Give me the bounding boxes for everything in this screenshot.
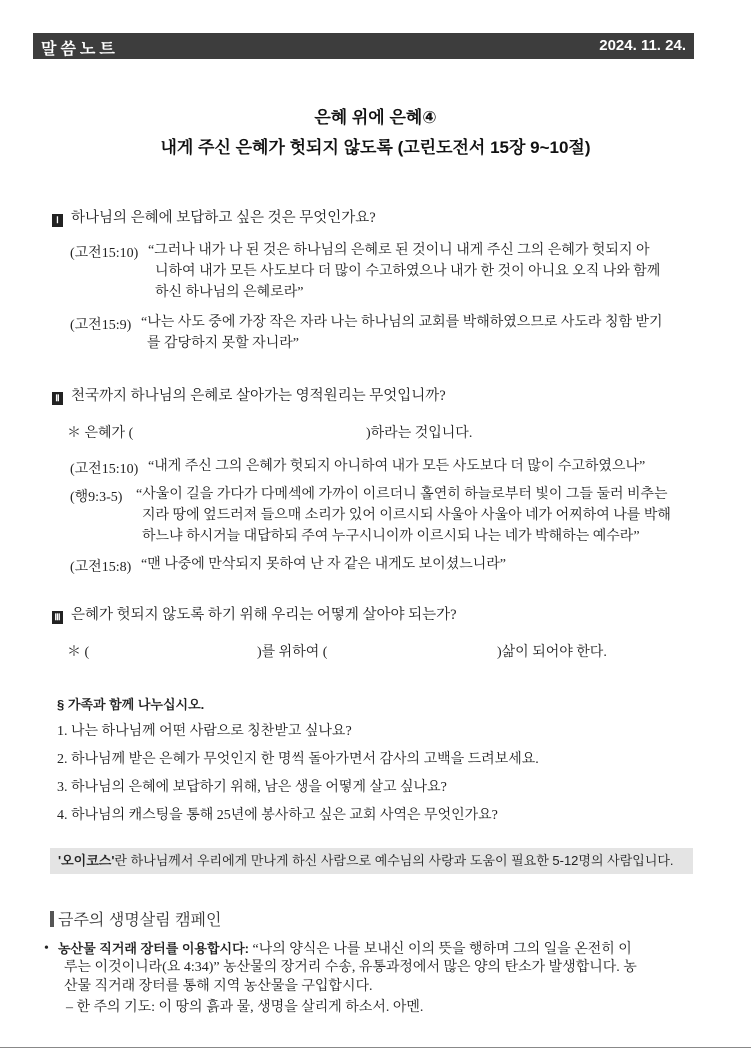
section3-question-text: 은혜가 헛되지 않도록 하기 위해 우리는 어떻게 살아야 되는가? [71,607,457,623]
campaign-line: 산물 직거래 장터를 통해 지역 농산물을 구입합시다. [64,979,373,994]
verse-line: “나는 사도 중에 가장 작은 자라 나는 하나님의 교회를 박해하였으므로 사도라 칭함 받기 [141,315,663,330]
section1-question-text: 하나님의 은혜에 보답하고 싶은 것은 무엇인가요? [71,210,376,226]
header-bar [33,33,694,59]
verse-line: 니하여 내가 모든 사도보다 더 많이 수고하였으나 내가 한 것이 아니요 오직 나와 함께 [155,264,661,279]
blank-prefix: ＊ 은혜가 ( [67,426,134,441]
section1-number: Ⅰ [52,214,63,227]
verse-ref: (고전15:8) [70,560,132,575]
campaign-heading [50,907,221,930]
header-date: 2024. 11. 24. [599,37,686,54]
verse-ref: (고전15:9) [70,318,132,333]
bottom-divider [0,1047,751,1048]
section3-number: Ⅲ [52,611,63,624]
family-question: 1. 나는 하나님께 어떤 사람으로 칭찬받고 싶나요? [57,724,352,739]
sermon-title: 내게 주신 은혜가 헛되지 않도록 (고린도전서 15장 9~10절) [160,138,591,157]
section2-number: Ⅱ [52,392,63,405]
campaign-text: “나의 양식은 나를 보내신 이의 뜻을 행하며 그의 일을 온전히 이 [252,942,632,957]
sermon-series-title: 은혜 위에 은혜④ [314,108,437,127]
verse-ref: (고전15:10) [70,462,139,477]
campaign-title: 금주의 생명살림 캠페인 [58,912,222,929]
section1-question [52,206,376,227]
campaign-prayer: – 한 주의 기도: 이 땅의 흙과 물, 생명을 살리게 하소서. 아멘. [66,1000,424,1015]
verse-line: 하신 하나님의 은혜로라” [155,285,304,300]
blank-c: )삶이 되어야 한다. [497,645,607,660]
section2-question [52,384,446,405]
blank-b: )를 위하여 ( [257,645,328,660]
family-question: 3. 하나님의 은혜에 보답하기 위해, 남은 생을 어떻게 살고 싶나요? [57,780,447,795]
campaign-bold: 농산물 직거래 장터를 이용합시다: [58,941,249,956]
family-discussion-title: § 가족과 함께 나누십시오. [57,697,205,712]
bullet-icon: • [44,941,49,956]
header-title: 말씀노트 [41,41,119,58]
verse-line: “내게 주신 그의 은혜가 헛되지 아니하여 내가 모든 사도보다 더 많이 수고하였으나” [148,459,646,474]
section2-question-text: 천국까지 하나님의 은혜로 살아가는 영적원리는 무엇입니까? [71,388,446,404]
heading-bar-icon [50,911,54,927]
verse-line: “맨 나중에 만삭되지 못하여 난 자 같은 내게도 보이셨느니라” [141,557,507,572]
verse-line: “그러나 내가 나 된 것은 하나님의 은혜로 된 것이니 내게 주신 그의 은혜가 헛되지 아 [148,243,650,258]
oikos-definition-box [50,848,693,874]
verse-ref: (고전15:10) [70,246,139,261]
verse-line: 지라 땅에 엎드러져 들으매 소리가 있어 이르시되 사울아 사울아 네가 어찌하여 나를 박해 [142,508,671,523]
blank-a: ＊ ( [67,645,90,660]
blank-suffix: )하라는 것입니다. [366,426,473,441]
verse-line: “사울이 길을 가다가 다메섹에 가까이 이르더니 홀연히 하늘로부터 빛이 그들 둘러 비추는 [136,487,668,502]
section3-question [52,603,457,624]
verse-ref: (행9:3-5) [70,490,123,505]
verse-line: 를 감당하지 못할 자니라” [147,336,299,351]
family-question: 2. 하나님께 받은 은혜가 무엇인지 한 명씩 돌아가면서 감사의 고백을 드려보세요. [57,752,539,767]
oikos-term: '오이코스' [58,853,115,868]
family-question: 4. 하나님의 캐스팅을 통해 25년에 봉사하고 싶은 교회 사역은 무엇인가요? [57,808,498,823]
campaign-line [58,939,632,959]
verse-line: 하느냐 하시거늘 대답하되 주여 누구시니이까 이르시되 나는 네가 박해하는 예수라” [142,529,640,544]
campaign-line: 루는 이것이니라(요 4:34)” 농산물의 장거리 수송, 유통과정에서 많은 양의 탄소가 발생합니다. 농 [64,960,637,975]
oikos-text: 란 하나님께서 우리에게 만나게 하신 사람으로 예수님의 사랑과 도움이 필요한 5-12명의 사람입니다. [114,853,674,868]
